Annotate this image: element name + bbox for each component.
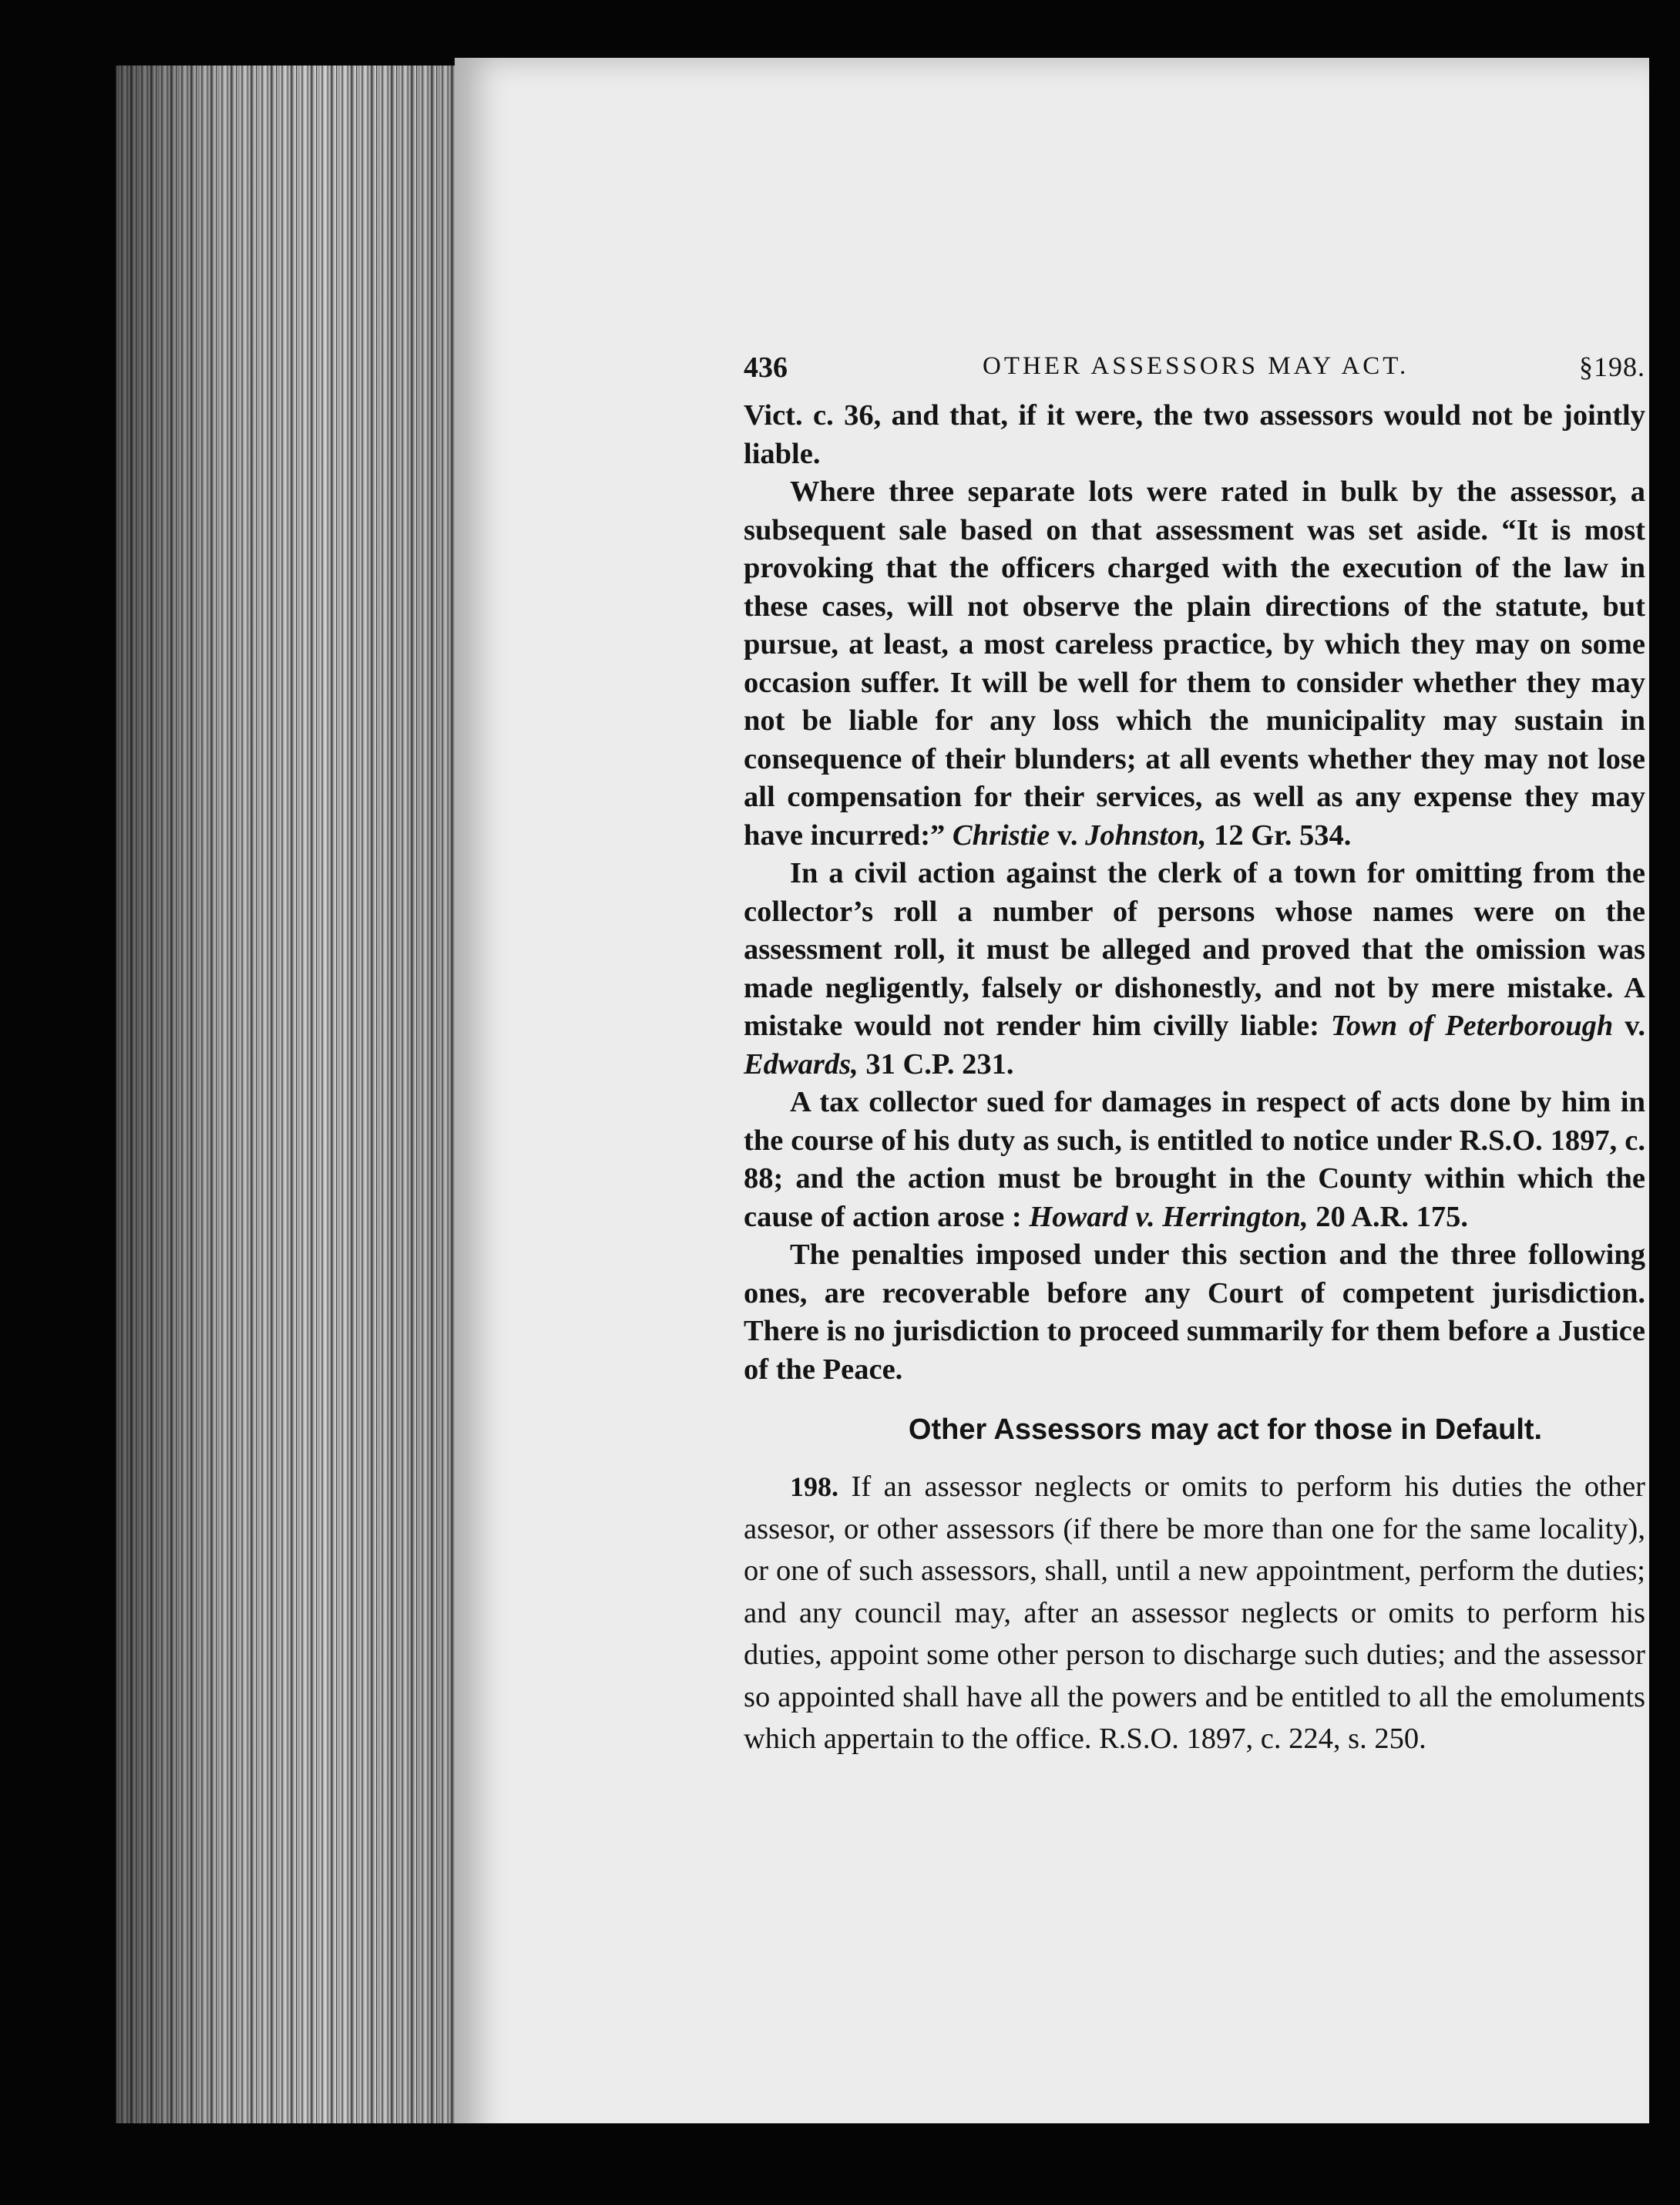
case-name: Johnston,: [1085, 818, 1207, 852]
case-name: v.: [1127, 1200, 1163, 1233]
body-paragraph: [744, 473, 1645, 855]
paragraph-text: v.: [1613, 1010, 1645, 1042]
section-heading: Other Assessors may act for those in Default.: [908, 1413, 1543, 1446]
body-paragraph: [744, 1084, 1645, 1236]
section-number: 198.: [790, 1471, 838, 1502]
paragraph-text: 31 C.P. 231.: [858, 1047, 1014, 1081]
body-paragraph: [744, 1236, 1645, 1389]
paragraph-text: In a civil action against the clerk of a town for omitting from the collector’s roll a number of persons whose names were on the assessment roll, it must be alleged and proved that the omission was made negligently, falsely or dishonestly, and not by mere mistake. A mistake would not render him civilly liable:: [744, 857, 1645, 1042]
case-name: Christie: [952, 818, 1050, 852]
paragraph-text: Vict. c. 36, and that, if it were, the two assessors would not be jointly liable.: [744, 399, 1645, 470]
running-head-title: OTHER ASSESSORS MAY ACT.: [983, 352, 1410, 380]
case-name: Edwards,: [744, 1047, 858, 1081]
case-name: Herrington,: [1162, 1200, 1309, 1233]
paragraph-text: The penalties imposed under this section and the three following ones, are recoverable before any Court of competent jurisdiction. There is no jurisdiction to proceed summarily for them before a Justice of the Peace.: [744, 1239, 1645, 1386]
section-text: If an assessor neglects or omits to perform his duties the other assesor, or other assessors (if there be more than one for the same locality), or one of such assessors, shall, until a new appointment, perform the duties; and any council may, after an assessor neglects or omits to perform his duties, appoint some other person to discharge such duties; and the assessor so appointed shall have all the powers and be entitled to all the emoluments which appertain to the office. R.S.O. 1897, c. 224, s. 250.: [744, 1471, 1645, 1755]
case-name: Town of Peterborough: [1330, 1010, 1614, 1042]
paragraph-text: 12 Gr. 534.: [1206, 818, 1352, 852]
paragraph-text: v.: [1050, 818, 1086, 852]
bottom-shadow: [116, 2123, 1680, 2205]
body-paragraph: [744, 397, 1645, 473]
paragraph-text: A tax collector sued for damages in respect of acts done by him in the course of his duty as such, is entitled to notice under R.S.O. 1897, c. 88; and the action must be brought in the County within which the cause of action arose :: [744, 1086, 1645, 1233]
section-198-paragraph: [744, 1466, 1645, 1760]
case-name: Howard: [1029, 1200, 1128, 1233]
page-edges: [116, 66, 462, 2123]
body-paragraph: [744, 855, 1645, 1084]
page-number: 436: [744, 351, 788, 384]
text-block: [744, 351, 1645, 1760]
body-paragraphs: [744, 397, 1645, 1389]
running-head: [744, 351, 1645, 397]
paragraph-text: Where three separate lots were rated in bulk by the assessor, a subsequent sale based on that assessment was set aside. “It is most provoking that the officers charged with the execution of the law in these cases, will not observe the plain directions of the statute, but pursue, at least, a most careless practice, by which they may on some occasion suffer. It will be well for them to consider whether they may not be liable for any loss which the municipality may sustain in consequence of their blunders; at all events whether they may not lose all compensation for their services, as well as any expense they may have incurred:”: [744, 476, 1645, 852]
section-reference: §198.: [1579, 351, 1645, 382]
paragraph-text: 20 A.R. 175.: [1308, 1200, 1469, 1233]
